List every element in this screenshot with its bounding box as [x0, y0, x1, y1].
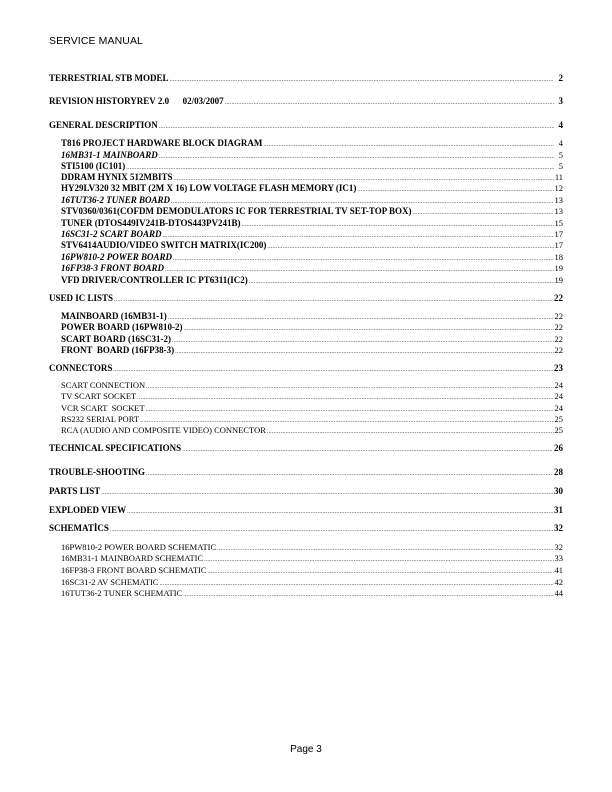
toc-entry[interactable]: 16SC31-2 SCART BOARD ..... 17 — [49, 229, 563, 242]
dot-leader — [183, 590, 553, 601]
toc-entry[interactable]: 16PW810-2 POWER BOARD ..... 18 — [49, 252, 563, 265]
toc-entry[interactable]: HY29LV320 32 MBIT (2M X 16) LOW VOLTAGE FLASH MEMORY (IC1) ..... 12 — [49, 183, 563, 196]
dot-leader — [267, 427, 554, 438]
dot-leader — [249, 277, 554, 288]
toc-entry[interactable]: TV SCART SOCKET ..... 24 — [49, 391, 563, 404]
toc-entry[interactable]: 16TUT36-2 TUNER SCHEMATIC ..... 44 — [49, 588, 563, 601]
toc-entry[interactable]: SCHEMATİCS ..... 32 — [49, 523, 563, 536]
dot-leader — [101, 488, 553, 499]
dot-leader — [146, 469, 553, 480]
toc-entry[interactable]: USED IC LISTS ..... 22 — [49, 293, 563, 306]
toc-entry[interactable]: STV0360/0361(COFDM DEMODULATORS IC FOR TERRESTRIAL TV SET-TOP BOX) ..... 13 — [49, 206, 563, 219]
toc-entry[interactable]: 16MB31-1 MAINBOARD SCHEMATIC ..... 33 — [49, 553, 563, 566]
toc-entry[interactable]: VCR SCART SOCKET ..... 24 — [49, 403, 563, 416]
dot-leader — [225, 98, 554, 109]
toc-entry[interactable]: FRONT BOARD (16FP38-3) ..... 22 — [49, 345, 563, 358]
toc-entry[interactable]: 16FP38-3 FRONT BOARD SCHEMATIC ..... 41 — [49, 565, 563, 578]
toc-entry[interactable]: TECHNICAL SPECIFICATIONS ..... 26 — [49, 443, 563, 456]
toc-entry[interactable]: MAINBOARD (16MB31-1) ..... 22 — [49, 311, 563, 324]
toc-entry[interactable]: 16TUT36-2 TUNER BOARD ..... 13 — [49, 195, 563, 208]
toc-entry[interactable]: VFD DRIVER/CONTROLLER IC PT6311(IC2) ..... 19 — [49, 275, 563, 288]
toc-entry[interactable]: 16PW810-2 POWER BOARD SCHEMATIC ..... 32 — [49, 542, 563, 555]
toc-entry[interactable]: 16SC31-2 AV SCHEMATIC ..... 42 — [49, 577, 563, 590]
dot-leader — [127, 507, 553, 518]
toc-entry[interactable]: RS232 SERIAL PORT ..... 25 — [49, 414, 563, 427]
page-number: Page 3 — [290, 744, 322, 755]
toc-entry[interactable]: RCA (AUDIO AND COMPOSITE VIDEO) CONNECTOR ..... 25 — [49, 425, 563, 438]
dot-leader — [159, 122, 554, 133]
dot-leader — [170, 75, 554, 86]
toc-entry[interactable]: TUNER (DTOS449IV241B-DTOS443PV241B) ..... 15 — [49, 218, 563, 231]
toc-entry[interactable]: PARTS LIST ..... 30 — [49, 486, 563, 499]
toc-entry[interactable]: SCART CONNECTION ..... 24 — [49, 380, 563, 393]
toc-entry[interactable]: TERRESTRIAL STB MODEL ..... 2 — [49, 73, 563, 86]
toc-entry[interactable]: REVISION HISTORYREV 2.0 02/03/2007 ..... 3 — [49, 96, 563, 109]
toc-entry[interactable]: STV6414AUDIO/VIDEO SWITCH MATRIX(IC200) ..... 17 — [49, 240, 563, 253]
toc-entry[interactable]: EXPLODED VIEW ..... 31 — [49, 505, 563, 518]
toc-entry[interactable]: CONNECTORS ..... 23 — [49, 363, 563, 376]
toc-entry[interactable]: DDRAM HYNIX 512MBITS ..... 11 — [49, 172, 563, 185]
dot-leader — [114, 295, 553, 306]
dot-leader — [113, 365, 553, 376]
toc-entry[interactable]: SCART BOARD (16SC31-2) ..... 22 — [49, 334, 563, 347]
toc-entry[interactable]: STI5100 (IC101) ..... 5 — [49, 161, 563, 174]
dot-leader — [182, 445, 553, 456]
toc-entry[interactable]: POWER BOARD (16PW810-2) ..... 22 — [49, 322, 563, 335]
toc-entry[interactable]: T816 PROJECT HARDWARE BLOCK DIAGRAM ..... 4 — [49, 138, 563, 151]
running-header: SERVICE MANUAL — [49, 35, 143, 47]
toc-entry[interactable]: TROUBLE-SHOOTING ..... 28 — [49, 467, 563, 480]
toc-entry[interactable]: 16MB31-1 MAINBOARD ..... 5 — [49, 150, 563, 163]
dot-leader — [175, 347, 553, 358]
dot-leader — [110, 525, 553, 536]
toc-entry[interactable]: 16FP38-3 FRONT BOARD ..... 19 — [49, 263, 563, 276]
toc-entry[interactable]: GENERAL DESCRIPTION ..... 4 — [49, 120, 563, 133]
